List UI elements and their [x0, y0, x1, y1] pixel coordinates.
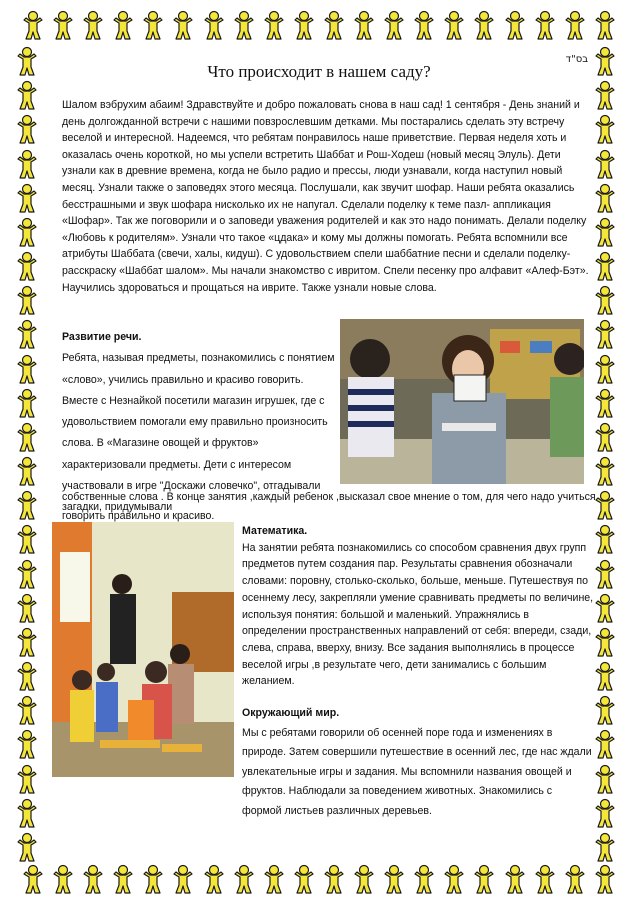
child-figure-icon: [594, 183, 616, 213]
child-figure-icon: [22, 10, 44, 40]
child-figure-icon: [16, 832, 38, 862]
child-figure-icon: [594, 217, 616, 247]
child-figure-icon: [293, 864, 315, 894]
child-figure-icon: [353, 864, 375, 894]
child-figure-icon: [16, 388, 38, 418]
child-figure-icon: [16, 285, 38, 315]
child-figure-icon: [594, 661, 616, 691]
speech-heading: Развитие речи.: [62, 331, 142, 343]
child-figure-icon: [16, 764, 38, 794]
child-figure-icon: [594, 524, 616, 554]
child-figure-icon: [172, 864, 194, 894]
child-figure-icon: [16, 798, 38, 828]
world-heading: Окружающий мир.: [242, 707, 340, 719]
child-figure-icon: [594, 456, 616, 486]
child-figure-icon: [112, 864, 134, 894]
child-figure-icon: [473, 864, 495, 894]
child-figure-icon: [16, 319, 38, 349]
child-figure-icon: [52, 864, 74, 894]
child-figure-icon: [534, 10, 556, 40]
child-figure-icon: [82, 864, 104, 894]
border-left: [16, 46, 48, 862]
child-figure-icon: [594, 354, 616, 384]
child-figure-icon: [16, 661, 38, 691]
child-figure-icon: [203, 864, 225, 894]
intro-paragraph: Шалом вэбрухим абаим! Здравствуйте и добро пожаловать снова в наш сад! 1 сентября - День знаний и день долгожданной встречи с нашими повзрослевшим детками. Мы постарались сделать эту встречу веселой и интересной. Надеемся, что ребятам понравилось наше приветствие. Первая неделя хоть и оказалась очень короткой, но мы успели встретить Шаббат и Рош-Ходеш (новый месяц Элуль). Дети узнали как в древние времена, когда не было радио и прессы, люди узнавали, когда наступил новый месяц. Узнали также о заповедях этого месяца. Послушали, как звучит шофар. Наши ребята оказались бесстрашными и звук шофара нисколько их не напугал. Сделали поделку к теме пазл- аппликация «Шофар». Так же поговорили и о заповеди уважения родителей и как это надо понимать. Делали поделку «Любовь к родителям». Узнали что такое «цдака» и кому мы должны помогать. Ребята вспомнили все атрибуты Шаббата (свечи, халы, кидуш). С удовольствием спели шаббатние песни и сделали поделку-расскраску «Шаббат шалом». Мы начали знакомство с ивритом. Спели песенку про алфавит «Алеф-Бэт». Научились здороваться и прощаться на иврите. Также узнали новые слова.: [62, 99, 589, 294]
child-figure-icon: [16, 593, 38, 623]
child-figure-icon: [16, 149, 38, 179]
math-section: [242, 523, 594, 690]
child-figure-icon: [353, 10, 375, 40]
child-figure-icon: [473, 10, 495, 40]
child-figure-icon: [594, 559, 616, 589]
child-figure-icon: [16, 695, 38, 725]
child-figure-icon: [594, 764, 616, 794]
child-figure-icon: [564, 864, 586, 894]
child-figure-icon: [594, 388, 616, 418]
child-figure-icon: [594, 10, 616, 40]
child-figure-icon: [594, 490, 616, 520]
child-figure-icon: [293, 10, 315, 40]
child-figure-icon: [16, 251, 38, 281]
child-figure-icon: [594, 80, 616, 110]
child-figure-icon: [594, 422, 616, 452]
world-section: [242, 704, 594, 821]
child-figure-icon: [16, 183, 38, 213]
child-figure-icon: [16, 524, 38, 554]
child-figure-icon: [594, 114, 616, 144]
math-heading: Математика.: [242, 525, 308, 537]
child-figure-icon: [594, 798, 616, 828]
photo-children-with-cards: [340, 319, 584, 484]
child-figure-icon: [82, 10, 104, 40]
child-figure-icon: [413, 10, 435, 40]
child-figure-icon: [16, 422, 38, 452]
child-figure-icon: [52, 10, 74, 40]
child-figure-icon: [112, 10, 134, 40]
child-figure-icon: [564, 10, 586, 40]
child-figure-icon: [263, 10, 285, 40]
border-top: [22, 10, 616, 42]
child-figure-icon: [16, 490, 38, 520]
child-figure-icon: [16, 114, 38, 144]
photo-classroom-game: [52, 522, 234, 777]
child-figure-icon: [323, 10, 345, 40]
child-figure-icon: [203, 10, 225, 40]
child-figure-icon: [594, 285, 616, 315]
child-figure-icon: [233, 10, 255, 40]
child-figure-icon: [504, 864, 526, 894]
child-figure-icon: [16, 729, 38, 759]
child-figure-icon: [16, 217, 38, 247]
child-figure-icon: [16, 354, 38, 384]
child-figure-icon: [443, 10, 465, 40]
child-figure-icon: [383, 864, 405, 894]
child-figure-icon: [383, 10, 405, 40]
border-right: [594, 46, 626, 862]
child-figure-icon: [142, 864, 164, 894]
child-figure-icon: [16, 456, 38, 486]
child-figure-icon: [594, 864, 616, 894]
child-figure-icon: [594, 832, 616, 862]
child-figure-icon: [22, 864, 44, 894]
child-figure-icon: [534, 864, 556, 894]
child-figure-icon: [594, 729, 616, 759]
speech-text: Ребята, называя предметы, познакомились с понятием «слово», учились правильно и красиво говорить. Вместе с Незнайкой посетили магазин игрушек, где с удовольствием помогали ему правильно произносить слова. В «Магазине овощей и фруктов» характеризовали предметы. Дети с интересом участвовали в игре "Доскажи словечко", отгадывали загадки, придумывали: [62, 352, 335, 514]
child-figure-icon: [504, 10, 526, 40]
child-figure-icon: [594, 319, 616, 349]
child-figure-icon: [594, 593, 616, 623]
child-figure-icon: [443, 864, 465, 894]
child-figure-icon: [594, 627, 616, 657]
child-figure-icon: [142, 10, 164, 40]
child-figure-icon: [323, 864, 345, 894]
math-text: На занятии ребята познакомились со способом сравнения двух групп предметов путем создания пар. Результаты сравнения обозначали словами: поровну, столько-сколько, больше, меньше. Путешествуя по осеннему лесу, закрепляли умение сравнивать предметы по величине, используя понятия: большой и маленький. Упражнялись в определении пространственных направлений от себя: впереди, сзади, слева, справа, вверху, внизу. Все задания выполнялись в процессе веселой игры ,в результате чего, дети занимались с большим желанием.: [242, 541, 594, 688]
child-figure-icon: [594, 695, 616, 725]
child-figure-icon: [594, 251, 616, 281]
page-title: Что происходит в нашем саду?: [207, 62, 431, 81]
child-figure-icon: [16, 80, 38, 110]
hebrew-mark: בס"ד: [565, 54, 588, 65]
child-figure-icon: [16, 627, 38, 657]
child-figure-icon: [16, 559, 38, 589]
child-figure-icon: [263, 864, 285, 894]
child-figure-icon: [413, 864, 435, 894]
child-figure-icon: [172, 10, 194, 40]
child-figure-icon: [233, 864, 255, 894]
world-text: Мы с ребятами говорили об осенней поре года и изменениях в природе. Затем совершили путешествие в осенний лес, где нас ждали увлекательные игры и задания. Мы вспомнили названия овощей и фруктов. Наблюдали за поведением животных. Знакомились с формой листьев различных деревьев.: [242, 726, 592, 817]
child-figure-icon: [594, 149, 616, 179]
border-bottom: [22, 864, 616, 896]
speech-text-continued: собственные слова . В конце занятия ,каждый ребенок ,высказал свое мнение о том, для чего надо учиться говорить правильно и красиво.: [62, 491, 596, 522]
